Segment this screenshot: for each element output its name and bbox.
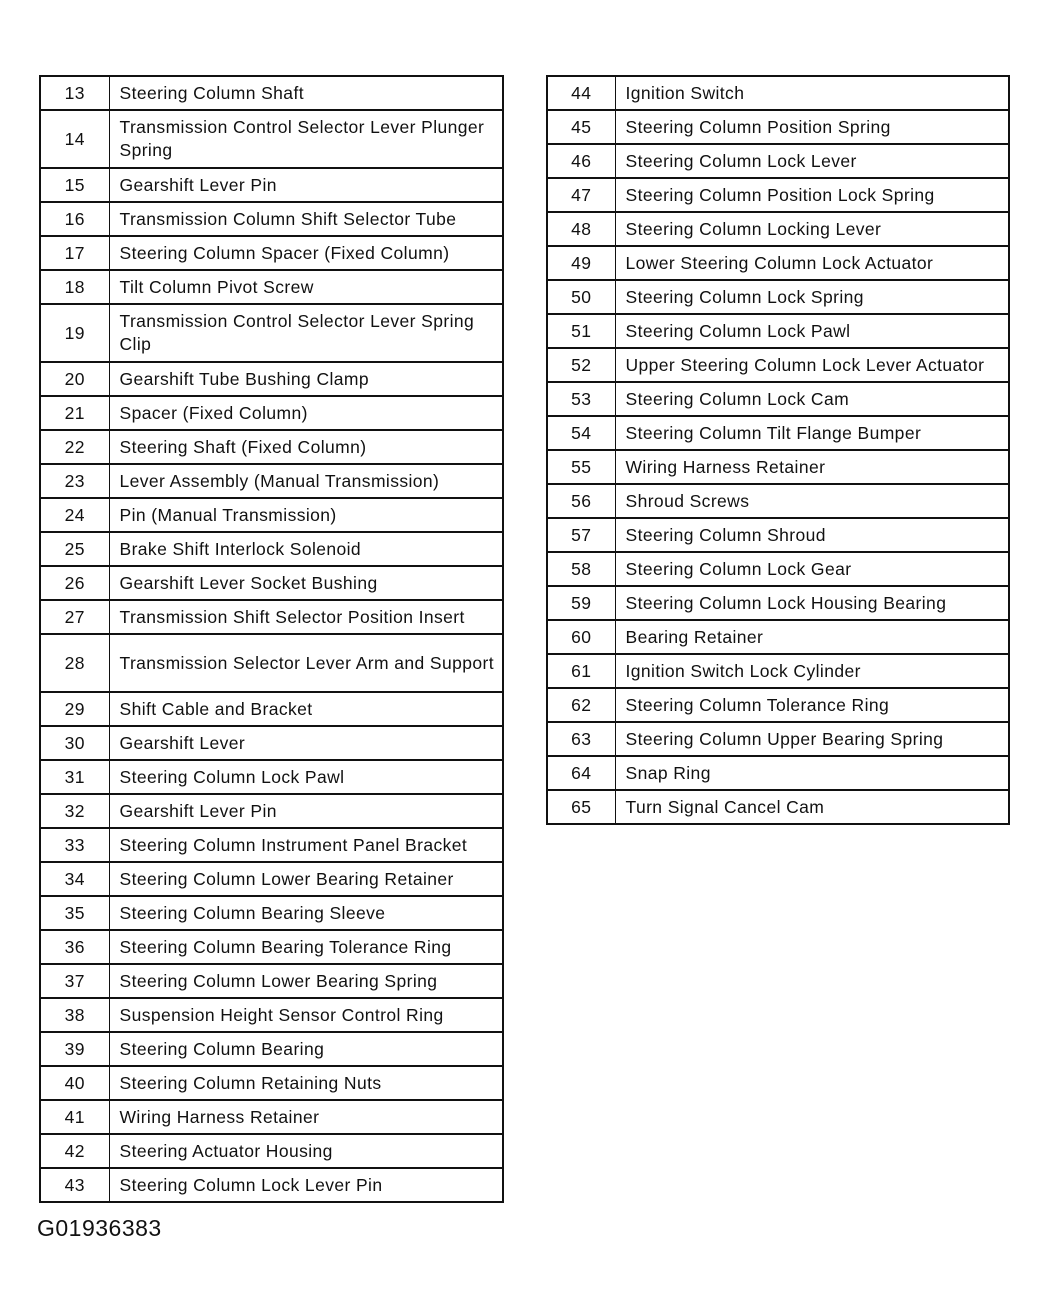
part-description: Steering Column Lock Pawl	[615, 314, 1009, 348]
table-row	[547, 518, 1009, 552]
table-row	[40, 862, 503, 896]
table-row	[40, 396, 503, 430]
part-number: 28	[40, 634, 109, 692]
part-number: 26	[40, 566, 109, 600]
table-row	[547, 416, 1009, 450]
part-description: Transmission Control Selector Lever Spring Clip	[109, 304, 503, 362]
part-number: 23	[40, 464, 109, 498]
part-description: Lower Steering Column Lock Actuator	[615, 246, 1009, 280]
table-row	[40, 998, 503, 1032]
table-row	[40, 236, 503, 270]
part-description: Steering Column Spacer (Fixed Column)	[109, 236, 503, 270]
part-description: Steering Column Shroud	[615, 518, 1009, 552]
table-row	[547, 212, 1009, 246]
part-description: Lever Assembly (Manual Transmission)	[109, 464, 503, 498]
table-row	[40, 634, 503, 692]
table-row	[40, 600, 503, 634]
table-row	[40, 362, 503, 396]
part-description: Brake Shift Interlock Solenoid	[109, 532, 503, 566]
part-description: Upper Steering Column Lock Lever Actuator	[615, 348, 1009, 382]
table-row	[547, 688, 1009, 722]
table-row	[40, 110, 503, 168]
part-description: Turn Signal Cancel Cam	[615, 790, 1009, 824]
table-row	[40, 464, 503, 498]
table-row	[40, 304, 503, 362]
table-row	[40, 1134, 503, 1168]
table-row	[40, 566, 503, 600]
part-number: 32	[40, 794, 109, 828]
part-description: Transmission Selector Lever Arm and Support	[109, 634, 503, 692]
part-number: 29	[40, 692, 109, 726]
part-description: Steering Column Bearing Tolerance Ring	[109, 930, 503, 964]
part-number: 30	[40, 726, 109, 760]
part-description: Spacer (Fixed Column)	[109, 396, 503, 430]
part-description: Bearing Retainer	[615, 620, 1009, 654]
part-description: Shift Cable and Bracket	[109, 692, 503, 726]
table-row	[40, 270, 503, 304]
table-row	[40, 168, 503, 202]
table-row	[547, 654, 1009, 688]
part-description: Steering Column Lower Bearing Spring	[109, 964, 503, 998]
table-row	[547, 348, 1009, 382]
part-description: Shroud Screws	[615, 484, 1009, 518]
part-description: Steering Column Lock Lever Pin	[109, 1168, 503, 1202]
parts-legend-table-right	[546, 75, 1010, 825]
part-description: Steering Column Lock Housing Bearing	[615, 586, 1009, 620]
part-description: Transmission Column Shift Selector Tube	[109, 202, 503, 236]
part-description: Gearshift Lever Pin	[109, 168, 503, 202]
part-number: 44	[547, 76, 615, 110]
table-row	[547, 314, 1009, 348]
part-number: 21	[40, 396, 109, 430]
table-row	[40, 532, 503, 566]
part-number: 56	[547, 484, 615, 518]
part-number: 45	[547, 110, 615, 144]
part-description: Steering Column Lock Spring	[615, 280, 1009, 314]
table-row	[547, 552, 1009, 586]
part-description: Steering Shaft (Fixed Column)	[109, 430, 503, 464]
table-row	[40, 1168, 503, 1202]
part-number: 42	[40, 1134, 109, 1168]
part-number: 37	[40, 964, 109, 998]
part-description: Steering Column Lock Lever	[615, 144, 1009, 178]
table-row	[547, 382, 1009, 416]
part-number: 52	[547, 348, 615, 382]
table-row	[40, 828, 503, 862]
part-description: Tilt Column Pivot Screw	[109, 270, 503, 304]
part-description: Gearshift Lever	[109, 726, 503, 760]
table-row	[547, 144, 1009, 178]
part-description: Steering Column Tolerance Ring	[615, 688, 1009, 722]
table-row	[547, 484, 1009, 518]
table-row	[40, 760, 503, 794]
table-row	[40, 430, 503, 464]
part-number: 13	[40, 76, 109, 110]
part-number: 36	[40, 930, 109, 964]
part-number: 63	[547, 722, 615, 756]
part-number: 55	[547, 450, 615, 484]
part-description: Steering Column Lock Cam	[615, 382, 1009, 416]
part-number: 47	[547, 178, 615, 212]
part-number: 24	[40, 498, 109, 532]
part-description: Steering Column Bearing Sleeve	[109, 896, 503, 930]
table-row	[547, 450, 1009, 484]
part-number: 18	[40, 270, 109, 304]
part-description: Suspension Height Sensor Control Ring	[109, 998, 503, 1032]
part-description: Steering Column Lock Pawl	[109, 760, 503, 794]
part-number: 15	[40, 168, 109, 202]
part-description: Ignition Switch Lock Cylinder	[615, 654, 1009, 688]
table-row	[547, 280, 1009, 314]
table-row	[40, 1066, 503, 1100]
part-number: 61	[547, 654, 615, 688]
table-row	[547, 586, 1009, 620]
table-row	[40, 964, 503, 998]
part-number: 22	[40, 430, 109, 464]
part-description: Gearshift Lever Pin	[109, 794, 503, 828]
part-description: Steering Column Position Lock Spring	[615, 178, 1009, 212]
part-number: 57	[547, 518, 615, 552]
part-number: 58	[547, 552, 615, 586]
part-description: Steering Column Bearing	[109, 1032, 503, 1066]
table-row	[547, 76, 1009, 110]
part-number: 20	[40, 362, 109, 396]
table-row	[40, 896, 503, 930]
part-number: 31	[40, 760, 109, 794]
parts-legend-table-left	[39, 75, 504, 1203]
table-row	[40, 794, 503, 828]
part-description: Snap Ring	[615, 756, 1009, 790]
table-row	[547, 620, 1009, 654]
part-number: 16	[40, 202, 109, 236]
table-row	[40, 202, 503, 236]
part-description: Steering Actuator Housing	[109, 1134, 503, 1168]
part-number: 49	[547, 246, 615, 280]
part-number: 41	[40, 1100, 109, 1134]
part-number: 35	[40, 896, 109, 930]
part-description: Steering Column Tilt Flange Bumper	[615, 416, 1009, 450]
part-description: Ignition Switch	[615, 76, 1009, 110]
table-row	[40, 1032, 503, 1066]
table-row	[40, 1100, 503, 1134]
part-description: Steering Column Lock Gear	[615, 552, 1009, 586]
table-row	[40, 726, 503, 760]
table-row	[40, 930, 503, 964]
part-number: 38	[40, 998, 109, 1032]
part-number: 25	[40, 532, 109, 566]
part-number: 65	[547, 790, 615, 824]
part-description: Gearshift Lever Socket Bushing	[109, 566, 503, 600]
part-number: 48	[547, 212, 615, 246]
part-description: Steering Column Shaft	[109, 76, 503, 110]
part-number: 43	[40, 1168, 109, 1202]
part-description: Pin (Manual Transmission)	[109, 498, 503, 532]
parts-legend-body-left	[40, 76, 503, 1202]
table-row	[40, 498, 503, 532]
part-description: Steering Column Retaining Nuts	[109, 1066, 503, 1100]
part-number: 17	[40, 236, 109, 270]
part-number: 19	[40, 304, 109, 362]
table-row	[547, 790, 1009, 824]
part-number: 33	[40, 828, 109, 862]
part-description: Transmission Shift Selector Position Insert	[109, 600, 503, 634]
part-description: Steering Column Locking Lever	[615, 212, 1009, 246]
part-number: 51	[547, 314, 615, 348]
table-row	[547, 178, 1009, 212]
part-description: Steering Column Position Spring	[615, 110, 1009, 144]
part-number: 64	[547, 756, 615, 790]
table-row	[547, 756, 1009, 790]
part-description: Gearshift Tube Bushing Clamp	[109, 362, 503, 396]
parts-legend-body-right	[547, 76, 1009, 824]
table-row	[547, 246, 1009, 280]
part-number: 53	[547, 382, 615, 416]
part-number: 60	[547, 620, 615, 654]
part-description: Wiring Harness Retainer	[109, 1100, 503, 1134]
part-description: Steering Column Upper Bearing Spring	[615, 722, 1009, 756]
table-row	[40, 76, 503, 110]
part-number: 34	[40, 862, 109, 896]
part-number: 40	[40, 1066, 109, 1100]
part-description: Steering Column Lower Bearing Retainer	[109, 862, 503, 896]
part-number: 14	[40, 110, 109, 168]
part-number: 27	[40, 600, 109, 634]
table-row	[40, 692, 503, 726]
part-number: 50	[547, 280, 615, 314]
part-number: 62	[547, 688, 615, 722]
part-number: 59	[547, 586, 615, 620]
part-number: 54	[547, 416, 615, 450]
table-row	[547, 722, 1009, 756]
part-number: 46	[547, 144, 615, 178]
part-description: Steering Column Instrument Panel Bracket	[109, 828, 503, 862]
part-number: 39	[40, 1032, 109, 1066]
part-description: Wiring Harness Retainer	[615, 450, 1009, 484]
table-row	[547, 110, 1009, 144]
figure-id: G01936383	[37, 1215, 162, 1241]
part-description: Transmission Control Selector Lever Plunger Spring	[109, 110, 503, 168]
